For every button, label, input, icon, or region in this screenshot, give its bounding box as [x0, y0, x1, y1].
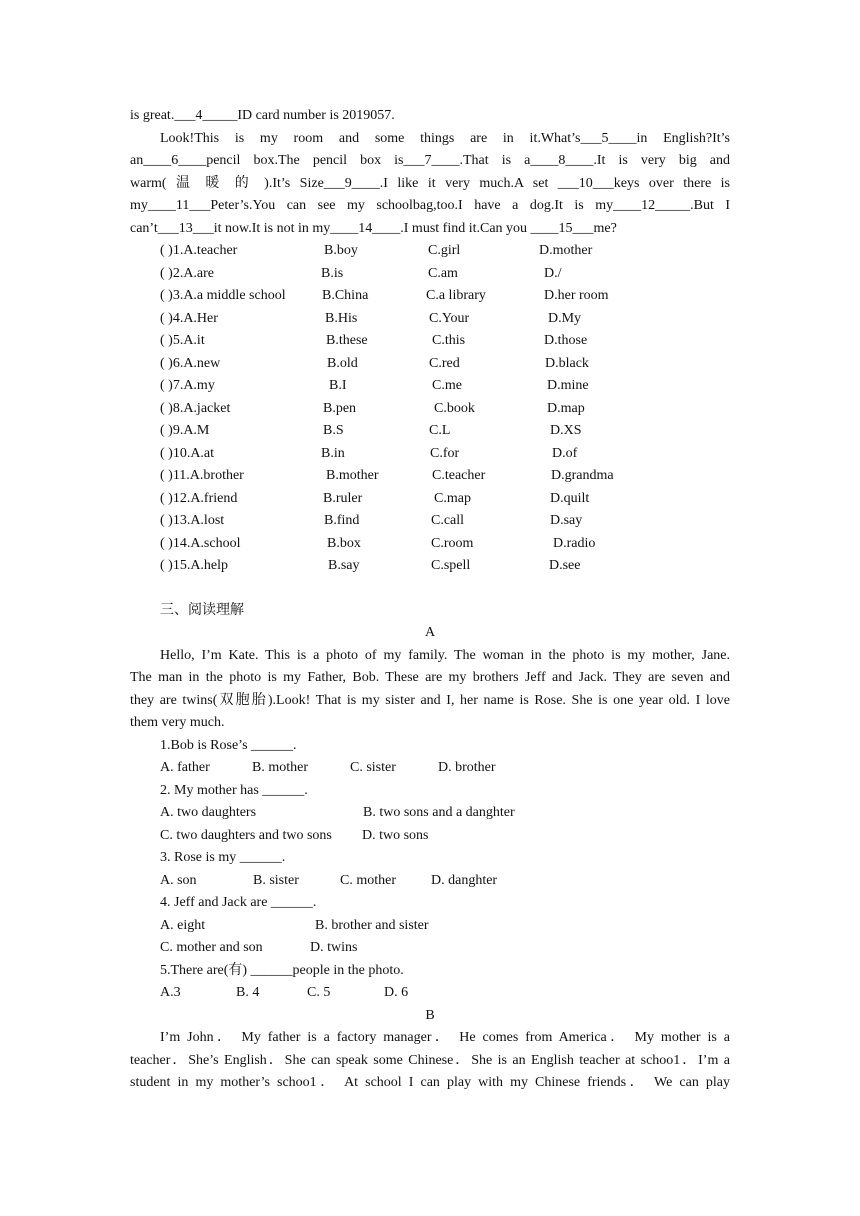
- option: D. brother: [438, 760, 496, 775]
- question-prefix: ( )8.A.jacket: [160, 400, 231, 416]
- option: D. two sons: [362, 827, 429, 843]
- option-d: D.quilt: [550, 490, 590, 506]
- option: B. 4: [236, 985, 260, 1000]
- question-prefix: ( )9.A.M: [160, 423, 210, 438]
- passage-label: B: [425, 1007, 435, 1023]
- cloze-question: [130, 555, 730, 578]
- option-row: [130, 825, 730, 848]
- option-b: B.is: [321, 265, 344, 281]
- question-stem: 3. Rose is my ______.: [160, 850, 286, 865]
- option-d: D.black: [545, 355, 589, 371]
- option-d: D.My: [548, 310, 582, 326]
- option: A.3: [160, 985, 181, 1000]
- question-prefix: ( )3.A.a middle school: [160, 288, 286, 303]
- option-c: C.book: [434, 400, 475, 416]
- option-d: D.say: [550, 513, 583, 528]
- cloze-question: [130, 533, 730, 556]
- passage-line: them very much.: [130, 715, 225, 730]
- option: B. two sons and a danghter: [363, 805, 515, 820]
- option: C. sister: [350, 760, 396, 775]
- option: C. mother: [340, 872, 396, 888]
- cloze-question: [130, 285, 730, 308]
- option-d: D.XS: [550, 423, 582, 438]
- cloze-question: [130, 510, 730, 533]
- cloze-line: is great.___4_____ID card number is 2019057.: [130, 108, 395, 123]
- option-b: B.mother: [326, 468, 379, 483]
- option: A. son: [160, 872, 197, 888]
- option: C. 5: [307, 985, 331, 1000]
- cloze-question: [130, 465, 730, 488]
- option-row: [130, 870, 730, 893]
- option-c: C.for: [430, 445, 460, 461]
- cloze-question: [130, 488, 730, 511]
- option-d: D.map: [547, 400, 585, 416]
- option-d: D./: [544, 265, 562, 281]
- question-stem: 1.Bob is Rose’s ______.: [160, 737, 297, 753]
- option: A. father: [160, 760, 210, 775]
- option-d: D.mother: [539, 243, 593, 258]
- cloze-line: warm( 温 暖 的 ).It’s Size___9____.I like it very much.A set ___10___keys over there is: [130, 175, 730, 191]
- option-c: C.me: [432, 378, 462, 393]
- cloze-question: [130, 263, 730, 286]
- passage-line: student in my mother’s schoo1． At school I can play with my Chinese friends． We can play: [130, 1075, 730, 1090]
- option-b: B.say: [328, 558, 360, 573]
- passage-line: teacher．She’s English．She can speak some Chinese．She is an English teacher at schoo1．I’m a: [130, 1052, 730, 1068]
- option-b: B.boy: [324, 243, 358, 258]
- question-prefix: ( )1.A.teacher: [160, 243, 238, 258]
- option-c: C.red: [429, 355, 460, 371]
- cloze-question: [130, 308, 730, 331]
- cloze-question: [130, 330, 730, 353]
- option-d: D.mine: [547, 378, 589, 393]
- option: D. twins: [310, 940, 358, 955]
- passage-line: Hello, I’m Kate. This is a photo of my family. The woman in the photo is my mother, Jane.: [160, 647, 730, 663]
- question-prefix: ( )5.A.it: [160, 333, 205, 348]
- option-b: B.pen: [323, 400, 357, 416]
- question-prefix: ( )12.A.friend: [160, 490, 238, 506]
- option-c: C.girl: [428, 243, 461, 258]
- option-c: C.map: [434, 490, 471, 506]
- question-prefix: ( )10.A.at: [160, 445, 215, 461]
- cloze-line: my____11___Peter’s.You can see my schoolbag,too.I have a dog.It is my____12_____.But I: [130, 198, 730, 213]
- option-c: C.a library: [426, 288, 486, 303]
- option-b: B.His: [325, 310, 358, 326]
- option-b: B.find: [324, 513, 360, 528]
- section-heading: 三、阅读理解: [160, 602, 244, 618]
- document-content: [130, 105, 730, 1095]
- passage-line: they are twins(双胞胎).Look! That is my sister and I, her name is Rose. She is one year old. I love: [130, 692, 730, 708]
- question-prefix: ( )14.A.school: [160, 535, 241, 551]
- question-stem: 2. My mother has ______.: [160, 782, 308, 798]
- option: C. mother and son: [160, 940, 263, 955]
- option: B. mother: [252, 760, 308, 775]
- option-c: C.Your: [429, 310, 470, 326]
- option-b: B.China: [322, 288, 369, 303]
- option: D. danghter: [431, 872, 498, 888]
- question-stem: 5.There are(有) ______people in the photo.: [160, 962, 404, 978]
- cloze-question: [130, 420, 730, 443]
- option-row: [130, 982, 730, 1005]
- cloze-question: [130, 398, 730, 421]
- cloze-question: [130, 375, 730, 398]
- option-d: D.grandma: [551, 468, 614, 483]
- option: C. two daughters and two sons: [160, 827, 332, 843]
- question-prefix: ( )11.A.brother: [160, 468, 244, 483]
- option-b: B.S: [323, 423, 344, 438]
- question-prefix: ( )2.A.are: [160, 265, 215, 281]
- option-b: B.in: [321, 445, 345, 461]
- option-b: B.these: [326, 333, 368, 348]
- passage-line: I’m John． My father is a factory manager． He comes from America． My mother is a: [160, 1030, 730, 1045]
- option-d: D.her room: [544, 288, 609, 303]
- option-d: D.radio: [553, 535, 596, 551]
- question-stem: 4. Jeff and Jack are ______.: [160, 895, 317, 910]
- option-b: B.ruler: [323, 490, 363, 506]
- option-c: C.teacher: [432, 468, 486, 483]
- question-prefix: ( )6.A.new: [160, 355, 221, 371]
- option-c: C.this: [432, 333, 466, 348]
- option: B. sister: [253, 872, 299, 888]
- option: A. eight: [160, 917, 206, 933]
- option: B. brother and sister: [315, 917, 429, 933]
- question-prefix: ( )4.A.Her: [160, 310, 218, 326]
- question-prefix: ( )15.A.help: [160, 558, 229, 573]
- option-b: B.old: [327, 355, 358, 371]
- passage-label: A: [424, 625, 436, 640]
- cloze-question: [130, 443, 730, 466]
- option: D. 6: [384, 985, 409, 1000]
- option: A. two daughters: [160, 805, 257, 820]
- cloze-question: [130, 353, 730, 376]
- option-d: D.those: [544, 333, 588, 348]
- option-row: [130, 757, 730, 780]
- cloze-line: can’t___13___it now.It is not in my____14____.I must find it.Can you ____15___me?: [130, 220, 617, 236]
- question-prefix: ( )7.A.my: [160, 378, 215, 393]
- passage-line: The man in the photo is my Father, Bob. These are my brothers Jeff and Jack. They are seven and: [130, 670, 730, 685]
- option-c: C.call: [431, 513, 465, 528]
- option-row: [130, 915, 730, 938]
- question-prefix: ( )13.A.lost: [160, 513, 225, 528]
- option-row: [130, 937, 730, 960]
- cloze-line: an____6____pencil box.The pencil box is___7____.That is a____8____.It is very big and: [130, 153, 730, 168]
- option-row: [130, 802, 730, 825]
- cloze-line: Look!This is my room and some things are in it.What’s___5____in English?It’s: [160, 130, 730, 146]
- option-b: B.box: [327, 535, 361, 551]
- option-b: B.I: [329, 378, 347, 393]
- option-c: C.am: [428, 265, 458, 281]
- cloze-question: [130, 240, 730, 263]
- option-d: D.see: [549, 558, 581, 573]
- option-d: D.of: [552, 445, 578, 461]
- option-c: C.spell: [431, 558, 471, 573]
- option-c: C.L: [429, 423, 451, 438]
- option-c: C.room: [431, 535, 474, 551]
- cloze-question-list: [130, 240, 730, 578]
